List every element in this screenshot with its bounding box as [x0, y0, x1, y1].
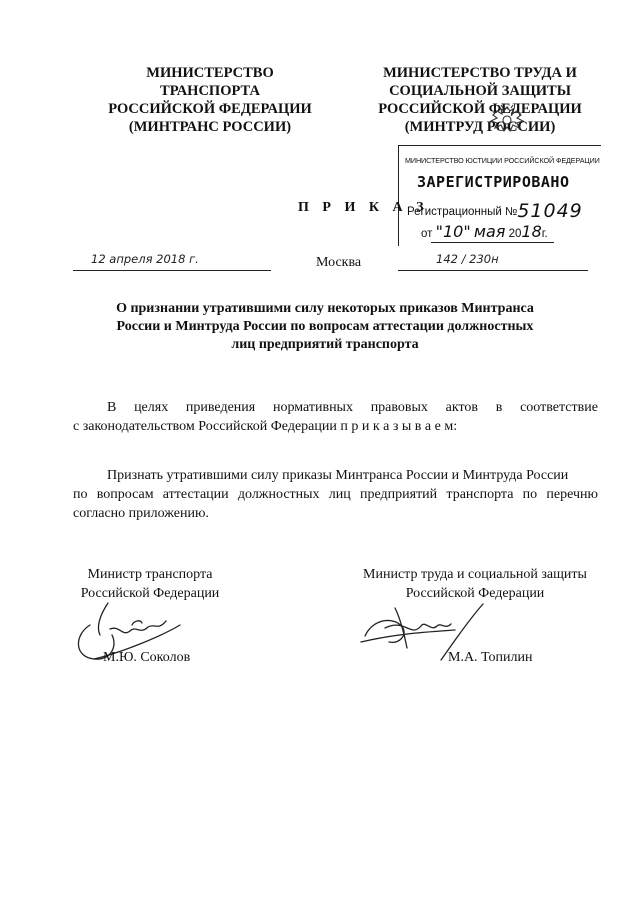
signatory-right-title-1: Министр труда и социальной защиты [363, 567, 587, 582]
header-right-line-3: РОССИЙСКОЙ ФЕДЕРАЦИИ [378, 101, 582, 117]
header-ministry-labor [345, 64, 615, 136]
stamp-ministry-label: МИНИСТЕРСТВО ЮСТИЦИИ РОССИЙСКОЙ ФЕДЕРАЦИИ [405, 156, 600, 165]
signatory-left-title-1: Министр транспорта [87, 567, 213, 582]
stamp-registered-label: ЗАРЕГИСТРИРОВАНО [417, 173, 570, 191]
header-left-line-4: (МИНТРАНС РОССИИ) [128, 119, 292, 135]
header-left-line-2: ТРАНСПОРТА [160, 83, 260, 99]
stamp-registration-date [421, 222, 548, 241]
operative-line-1: Признать утратившими силу приказы Минтранса России и Минтруда России [107, 468, 569, 483]
preamble-word: правовых [370, 400, 428, 415]
preamble-word: соответствие [520, 400, 598, 415]
stamp-date-day: "10" [435, 222, 471, 241]
stamp-date-underline [431, 242, 554, 243]
operative-word: аттестации [162, 487, 229, 502]
stamp-date-year: 18 [521, 222, 542, 241]
preamble-line-2: с законодательством Российской Федерации п р и к а з ы в а е м: [73, 419, 458, 434]
header-left-line-1: МИНИСТЕРСТВО [146, 65, 274, 81]
operative-word: лиц [328, 487, 351, 502]
document-title-line-3: лиц предприятий транспорта [231, 337, 419, 352]
header-ministry-transport [90, 64, 330, 136]
order-date-field [73, 252, 271, 271]
signatory-left-title-2: Российской Федерации [80, 586, 220, 601]
operative-word: по [522, 487, 538, 502]
document-title [95, 300, 555, 354]
preamble-word: нормативных [272, 400, 353, 415]
header-right-line-2: СОЦИАЛЬНОЙ ЗАЩИТЫ [389, 83, 571, 99]
operative-line-3: согласно приложению. [73, 506, 209, 521]
stamp-date-year-prefix: 20 [508, 228, 522, 240]
operative-paragraph [73, 466, 598, 523]
order-title: П Р И К А З [298, 200, 429, 215]
order-city: Москва [316, 255, 362, 270]
operative-word: вопросам [96, 487, 154, 502]
stamp-date-prefix: от [421, 228, 433, 240]
preamble-line-1 [73, 398, 598, 417]
stamp-registration-number [407, 198, 583, 220]
operative-word: должностных [237, 487, 320, 502]
header-left-line-3: РОССИЙСКОЙ ФЕДЕРАЦИИ [108, 101, 312, 117]
operative-line-2 [73, 485, 598, 504]
preamble-word: приведения [185, 400, 256, 415]
document-title-line-2: России и Минтруда России по вопросам аттестации должностных [116, 319, 534, 334]
preamble-word: актов [445, 400, 479, 415]
signatory-left-name: М.Ю. Соколов [103, 650, 191, 665]
preamble-paragraph [73, 398, 598, 436]
order-date-handwritten: 12 апреля 2018 г. [91, 252, 199, 266]
header-right-line-1: МИНИСТЕРСТВО ТРУДА И [383, 65, 577, 81]
preamble-word: целях [134, 400, 169, 415]
document-title-line-1: О признании утратившими силу некоторых приказов Минтранса [116, 301, 534, 316]
stamp-date-suffix: г. [541, 228, 548, 240]
stamp-reg-label: Регистрационный № [407, 206, 518, 218]
order-number-field [398, 252, 588, 271]
operative-word: транспорта [446, 487, 514, 502]
preamble-word: В [107, 400, 117, 415]
order-number-handwritten: 142 / 230н [436, 252, 499, 266]
signatory-right-name: М.А. Топилин [448, 650, 533, 665]
operative-word: по [73, 487, 88, 502]
operative-word: перечню [546, 487, 598, 502]
preamble-word: в [495, 400, 503, 415]
operative-word: предприятий [360, 487, 438, 502]
coat-of-arms-emblem-icon [487, 103, 527, 137]
stamp-reg-number-value: 51049 [517, 200, 583, 222]
registration-stamp [398, 145, 601, 246]
header-right-line-4: (МИНТРУД РОССИИ) [404, 119, 556, 135]
signatory-right-title-2: Российской Федерации [405, 586, 545, 601]
stamp-date-month: мая [473, 222, 506, 241]
